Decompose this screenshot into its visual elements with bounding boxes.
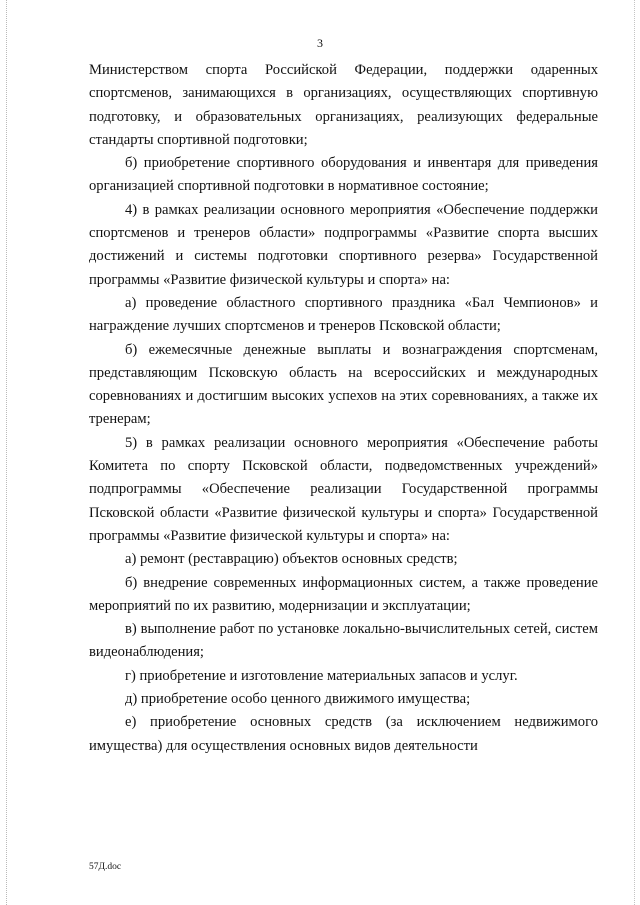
footer-filename: 57Д.doc xyxy=(89,862,122,872)
scan-edge-left xyxy=(0,0,7,905)
paragraph-item-5: 5) в рамках реализации основного мероприятия «Обеспечение работы Комитета по спорту Псковской области, подведомственных учреждений» подпрограммы «Обеспечение реализации Государственной программы Псковской области «Развитие физической культуры и спорта» Государственной программы «Развитие физической культуры и спорта» на: xyxy=(89,434,598,544)
paragraph-continuation: Министерством спорта Российской Федерации, поддержки одаренных спортсменов, занимающихся в организациях, осуществляющих спортивную подготовку, и образовательных организациях, реализующих федеральные стандарты спортивной подготовки; xyxy=(89,62,598,148)
document-body xyxy=(89,59,598,758)
paragraph-item-a-repair: а) ремонт (реставрацию) объектов основных средств; xyxy=(125,551,458,568)
paragraph-item-a-champions-ball: а) проведение областного спортивного праздника «Бал Чемпионов» и награждение лучших спортсменов и тренеров Псковской области; xyxy=(89,294,598,335)
page-number: 3 xyxy=(317,36,323,50)
paragraph-item-d-property: д) приобретение особо ценного движимого имущества; xyxy=(125,691,471,708)
paragraph-item-4: 4) в рамках реализации основного мероприятия «Обеспечение поддержки спортсменов и тренеров области» подпрограммы «Развитие спорта высших достижений и системы подготовки спортивного резерва» Государственной программы «Развитие физической культуры и спорта» на: xyxy=(89,201,598,288)
paragraph-item-b-payments: б) ежемесячные денежные выплаты и вознаграждения спортсменам, представляющим Псковскую область на всероссийских и международных соревнованиях и достигшим высоких успехов на этих соревнованиях, а также их тренерам; xyxy=(89,341,598,428)
scan-edge-right xyxy=(634,0,640,905)
paragraph-item-g-materials: г) приобретение и изготовление материальных запасов и услуг. xyxy=(125,667,518,684)
paragraph-item-b-information-systems: б) внедрение современных информационных систем, а также проведение мероприятий по их развитию, модернизации и эксплуатации; xyxy=(89,574,598,614)
paragraph-item-b-equipment: б) приобретение спортивного оборудования и инвентаря для приведения организацией спортивной подготовки в нормативное состояние; xyxy=(89,155,598,195)
paragraph-item-e-fixed-assets: е) приобретение основных средств (за исключением недвижимого имущества) для осуществления основных видов деятельности xyxy=(89,714,598,754)
paragraph-item-v-networks: в) выполнение работ по установке локально-вычислительных сетей, систем видеонаблюдения; xyxy=(89,621,598,661)
